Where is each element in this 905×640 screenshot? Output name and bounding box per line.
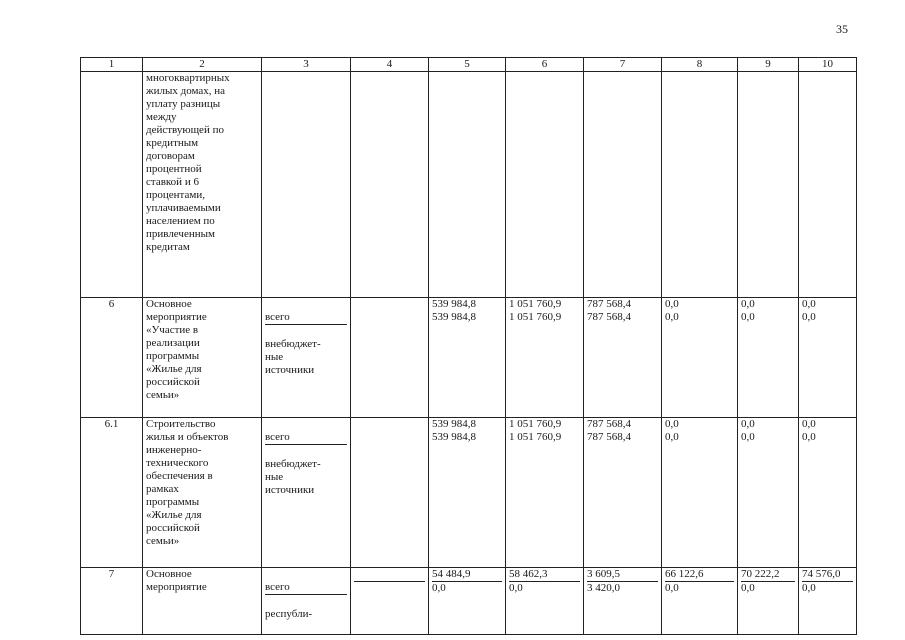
value-cell xyxy=(584,72,662,298)
header-cell: 7 xyxy=(584,58,662,72)
activity-name-cell: Основное мероприятие «Участие в реализации программы «Жилье для российской семьи» xyxy=(143,298,262,418)
value: 0,0 xyxy=(432,582,446,594)
value: 66 122,6 xyxy=(665,568,734,582)
value-cell xyxy=(584,418,662,568)
value-cell xyxy=(506,568,584,635)
funding-source-cell xyxy=(262,298,351,418)
table-row xyxy=(81,298,857,418)
header-row xyxy=(81,58,857,72)
value: 54 484,9 xyxy=(432,568,502,582)
value: 3 609,5 xyxy=(587,568,658,582)
value: 539 984,8 xyxy=(432,431,476,443)
header-cell: 4 xyxy=(351,58,429,72)
value-cell xyxy=(662,72,738,298)
value xyxy=(354,568,425,582)
header-cell: 10 xyxy=(799,58,857,72)
row-number-cell xyxy=(81,72,143,298)
value: 787 568,4 xyxy=(587,431,631,443)
value-cell xyxy=(738,568,799,635)
value: 0,0 xyxy=(802,431,816,443)
value: 1 051 760,9 xyxy=(509,431,562,443)
table-row xyxy=(81,72,857,298)
value xyxy=(354,431,425,444)
activity-name-cell: Основное мероприятие xyxy=(143,568,262,635)
value: 0,0 xyxy=(741,311,755,323)
funding-source-cell xyxy=(262,418,351,568)
value-cell xyxy=(799,72,857,298)
value: 0,0 xyxy=(741,298,755,310)
source-label: всего xyxy=(265,581,347,595)
value-cell xyxy=(506,418,584,568)
value xyxy=(354,298,425,311)
activity-name-cell: многоквартирных жилых домах, на уплату разницы между действующей по кредитным договорам процентной ставкой и 6 процентами, уплачиваемыми населением по привлеченным кредитам xyxy=(143,72,262,298)
value: 0,0 xyxy=(802,418,816,430)
value: 0,0 xyxy=(741,418,755,430)
value-cell xyxy=(584,298,662,418)
value-cell xyxy=(799,298,857,418)
value-cell xyxy=(351,568,429,635)
value-cell xyxy=(506,298,584,418)
source-label: всего xyxy=(265,431,347,445)
value-cell xyxy=(429,298,506,418)
value: 3 420,0 xyxy=(587,582,620,594)
header-cell: 1 xyxy=(81,58,143,72)
value-cell xyxy=(429,72,506,298)
value: 0,0 xyxy=(509,582,523,594)
value: 1 051 760,9 xyxy=(509,311,562,323)
value xyxy=(354,311,425,324)
row-number-cell: 6 xyxy=(81,298,143,418)
value-cell xyxy=(429,418,506,568)
value: 787 568,4 xyxy=(587,298,631,310)
value: 539 984,8 xyxy=(432,298,476,310)
value-cell xyxy=(506,72,584,298)
value: 0,0 xyxy=(802,298,816,310)
value: 0,0 xyxy=(741,431,755,443)
funding-source-cell xyxy=(262,72,351,298)
value: 0,0 xyxy=(665,582,679,594)
value: 58 462,3 xyxy=(509,568,580,582)
value: 74 576,0 xyxy=(802,568,853,582)
value: 0,0 xyxy=(665,298,679,310)
value-cell xyxy=(738,418,799,568)
row-number-cell: 7 xyxy=(81,568,143,635)
value: 70 222,2 xyxy=(741,568,795,582)
header-cell: 6 xyxy=(506,58,584,72)
row-number-cell: 6.1 xyxy=(81,418,143,568)
table-row xyxy=(81,568,857,635)
value-cell xyxy=(738,72,799,298)
header-cell: 5 xyxy=(429,58,506,72)
value-cell xyxy=(662,298,738,418)
budget-table xyxy=(80,57,857,635)
value-cell xyxy=(351,298,429,418)
value: 539 984,8 xyxy=(432,311,476,323)
value-cell xyxy=(799,418,857,568)
header-cell: 3 xyxy=(262,58,351,72)
value: 0,0 xyxy=(741,582,755,594)
value: 1 051 760,9 xyxy=(509,418,562,430)
header-cell: 2 xyxy=(143,58,262,72)
value: 539 984,8 xyxy=(432,418,476,430)
value-cell xyxy=(584,568,662,635)
value: 0,0 xyxy=(665,431,679,443)
value-cell xyxy=(662,568,738,635)
value: 787 568,4 xyxy=(587,418,631,430)
value-cell xyxy=(429,568,506,635)
value: 0,0 xyxy=(802,311,816,323)
page-number: 35 xyxy=(836,22,848,36)
table-row xyxy=(81,418,857,568)
value-cell xyxy=(799,568,857,635)
value-cell xyxy=(662,418,738,568)
source-label: внебюджет- ные источники xyxy=(265,338,321,376)
header-cell: 8 xyxy=(662,58,738,72)
funding-source-cell xyxy=(262,568,351,635)
value-cell xyxy=(351,72,429,298)
value: 0,0 xyxy=(802,582,816,594)
value: 1 051 760,9 xyxy=(509,298,562,310)
value xyxy=(354,582,425,595)
source-label: республи- xyxy=(265,608,313,620)
activity-name-cell: Строительство жилья и объектов инженерно- технического обеспечения в рамках программы «Жилье для российской семьи» xyxy=(143,418,262,568)
value: 0,0 xyxy=(665,311,679,323)
header-cell: 9 xyxy=(738,58,799,72)
source-label: внебюджет- ные источники xyxy=(265,458,321,496)
source-label: всего xyxy=(265,311,347,325)
value-cell xyxy=(351,418,429,568)
value-cell xyxy=(738,298,799,418)
value: 787 568,4 xyxy=(587,311,631,323)
value xyxy=(354,418,425,431)
value: 0,0 xyxy=(665,418,679,430)
